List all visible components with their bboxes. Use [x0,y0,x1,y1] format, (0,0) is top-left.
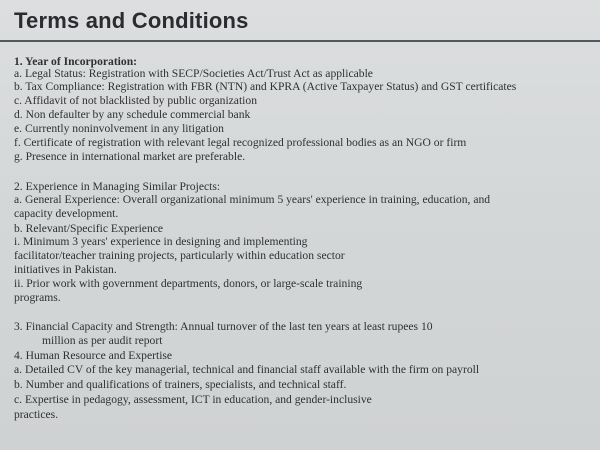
list-item: million as per audit report [42,334,163,347]
list-item: practices. [14,408,59,421]
section-heading-human-resource: 4. Human Resource and Expertise [14,349,173,362]
list-item: capacity development. [14,207,119,220]
list-item: a. Detailed CV of the key managerial, technical and financial staff available with the firm on payroll [14,363,480,376]
list-item: f. Certificate of registration with relevant legal recognized professional bodies as an NGO or firm [14,136,467,149]
list-item: c. Expertise in pedagogy, assessment, ICT in education, and gender-inclusive [14,393,372,406]
list-item: b. Relevant/Specific Experience [14,222,164,235]
list-item: programs. [14,291,61,304]
list-item: g. Presence in international market are preferable. [14,150,246,163]
list-item: d. Non defaulter by any schedule commercial bank [14,108,251,121]
list-item: facilitator/teacher training projects, particularly within education sector [14,249,345,262]
list-item: ii. Prior work with government departments, donors, or large-scale training [14,277,363,290]
list-item: a. Legal Status: Registration with SECP/Societies Act/Trust Act as applicable [14,67,373,80]
title-divider [0,40,600,42]
section-heading-financial: 3. Financial Capacity and Strength: Annual turnover of the last ten years at least rupees 10 [14,320,433,333]
list-item: a. General Experience: Overall organizational minimum 5 years' experience in training, education, and [14,193,491,206]
list-item: initiatives in Pakistan. [14,263,117,276]
list-item: b. Number and qualifications of trainers, specialists, and technical staff. [14,378,347,391]
list-item: i. Minimum 3 years' experience in designing and implementing [14,235,308,248]
section-heading-experience: 2. Experience in Managing Similar Projects: [14,180,221,193]
list-item: e. Currently noninvolvement in any litigation [14,122,224,135]
page-title: Terms and Conditions [14,8,249,33]
section-heading-incorporation: 1. Year of Incorporation: [14,55,138,68]
list-item: c. Affidavit of not blacklisted by public organization [14,94,257,107]
list-item: b. Tax Compliance: Registration with FBR (NTN) and KPRA (Active Taxpayer Status) and GST certificates [14,80,517,93]
